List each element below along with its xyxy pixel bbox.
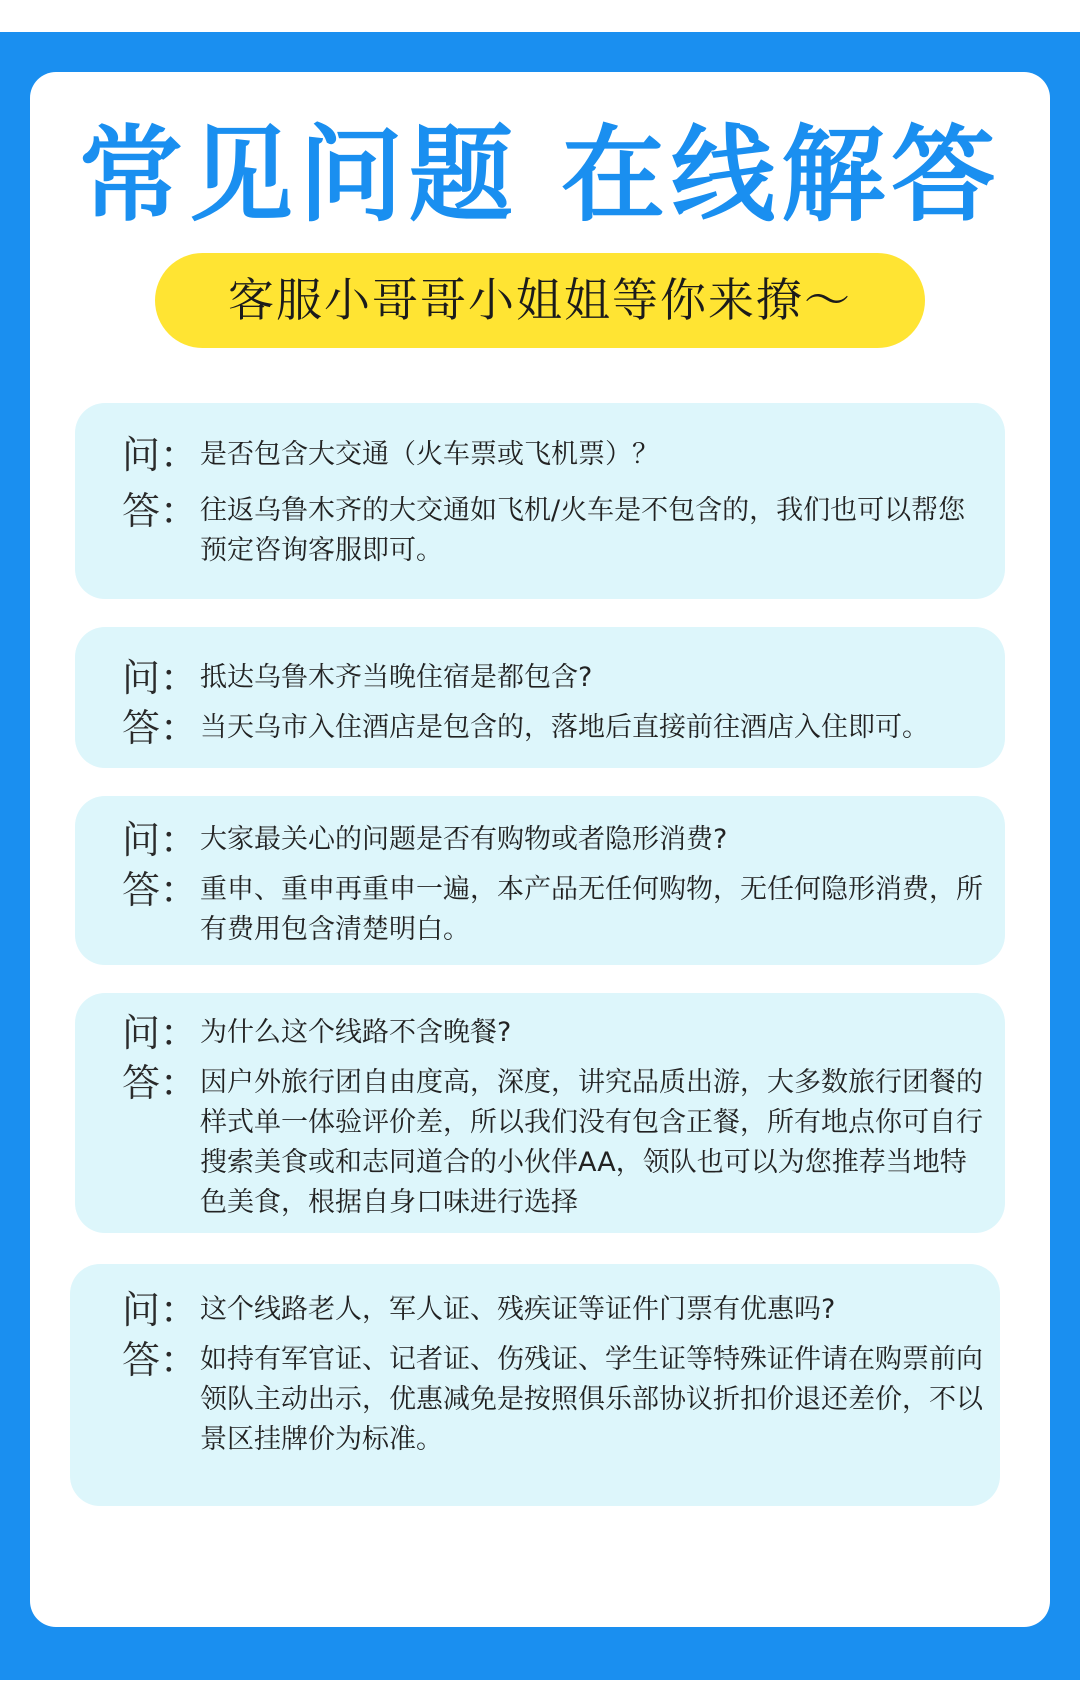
answer-row xyxy=(122,1063,990,1223)
question-label: 问： xyxy=(122,433,199,477)
answer-label: 答： xyxy=(122,1061,199,1105)
answer-row xyxy=(122,870,990,950)
answer-text: 因户外旅行团自由度高，深度，讲究品质出游，大多数旅行团餐的样式单一体验评价差，所以我们没有包含正餐，所有地点你可自行搜索美食或和志同道合的小伙伴AA，领队也可以为您推荐当地特色美食，根据自身口味进行选择 xyxy=(200,1067,983,1218)
question-row xyxy=(122,820,990,860)
subtitle-banner: 客服小哥哥小姐姐等你来撩～ xyxy=(155,253,925,348)
question-text: 为什么这个线路不含晚餐? xyxy=(200,1017,512,1048)
question-text: 大家最关心的问题是否有购物或者隐形消费? xyxy=(200,824,728,855)
question-label: 问： xyxy=(122,1288,199,1332)
question-label: 问： xyxy=(122,1011,199,1055)
question-row xyxy=(122,1290,990,1330)
question-text: 抵达乌鲁木齐当晚住宿是都包含? xyxy=(200,662,593,693)
answer-label: 答： xyxy=(122,489,199,533)
answer-row xyxy=(122,1340,990,1460)
question-text: 这个线路老人，军人证、残疾证等证件门票有优惠吗? xyxy=(200,1294,836,1325)
answer-text: 当天乌市入住酒店是包含的，落地后直接前往酒店入住即可。 xyxy=(200,712,929,743)
answer-row xyxy=(122,491,990,571)
question-label: 问： xyxy=(122,818,199,862)
answer-label: 答： xyxy=(122,1338,199,1382)
answer-text: 往返乌鲁木齐的大交通如飞机/火车是不包含的，我们也可以帮您预定咨询客服即可。 xyxy=(200,495,966,566)
question-label: 问： xyxy=(122,656,199,700)
question-row xyxy=(122,1013,990,1053)
question-text: 是否包含大交通（火车票或飞机票）？ xyxy=(200,439,659,470)
page-title: 常见问题 在线解答 xyxy=(78,114,1002,236)
answer-text: 如持有军官证、记者证、伤残证、学生证等特殊证件请在购票前向领队主动出示，优惠减免是按照俱乐部协议折扣价退还差价，不以景区挂牌价为标准。 xyxy=(200,1344,983,1455)
answer-row xyxy=(122,708,990,748)
answer-label: 答： xyxy=(122,868,199,912)
answer-text: 重申、重申再重申一遍，本产品无任何购物，无任何隐形消费，所有费用包含清楚明白。 xyxy=(200,874,983,945)
answer-label: 答： xyxy=(122,706,199,750)
question-row xyxy=(122,435,990,475)
question-row xyxy=(122,658,990,698)
